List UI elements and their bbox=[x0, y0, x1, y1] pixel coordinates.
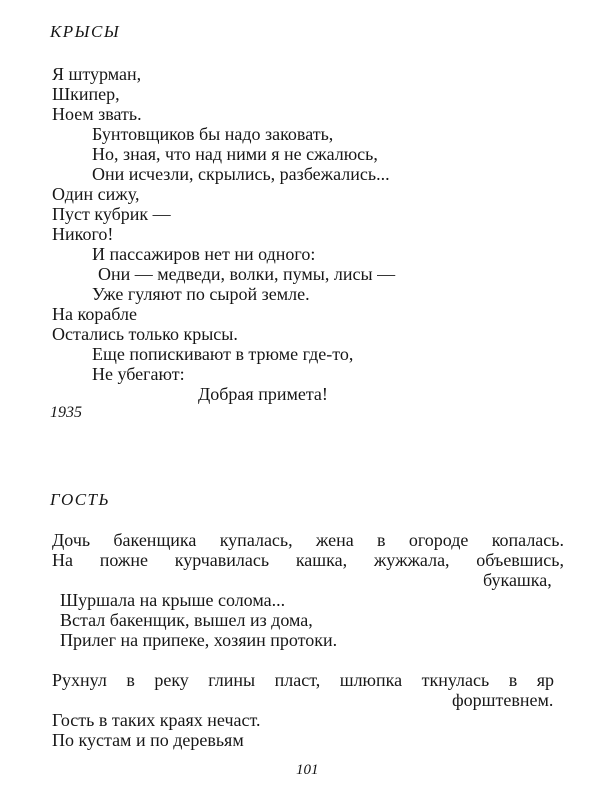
poem-line: На пожне курчавилась кашка, жужжала, объевшись, bbox=[52, 550, 564, 570]
poem-line: Не убегают: bbox=[92, 364, 185, 384]
poem-line: Ноем звать. bbox=[52, 104, 142, 124]
poem-line: Я штурман, bbox=[52, 64, 142, 84]
poem-line: форштевнем. bbox=[452, 690, 554, 710]
poem-line: Но, зная, что над ними я не сжалюсь, bbox=[92, 144, 378, 164]
poem-line: Прилег на припеке, хозяин протоки. bbox=[60, 630, 338, 650]
poem-line: Добрая примета! bbox=[198, 384, 328, 404]
poem-line: Шуршала на крыше солома... bbox=[60, 590, 286, 610]
poem-line: букашка, bbox=[483, 570, 552, 590]
poem-line: Они исчезли, скрылись, разбежались... bbox=[92, 164, 390, 184]
poem-line: Остались только крысы. bbox=[52, 324, 238, 344]
page-number: 101 bbox=[296, 762, 319, 778]
poem-line: Уже гуляют по сырой земле. bbox=[92, 284, 310, 304]
poem-year: 1935 bbox=[50, 404, 82, 421]
poem-line: Дочь бакенщика купалась, жена в огороде копалась. bbox=[52, 530, 564, 550]
poem-title-gost: ГОСТЬ bbox=[50, 490, 111, 509]
poem-line: Никого! bbox=[52, 224, 114, 244]
poem-line: На корабле bbox=[52, 304, 137, 324]
poem-line: Пуст кубрик — bbox=[52, 204, 171, 224]
poem-title-krysy: КРЫСЫ bbox=[50, 22, 121, 41]
poem-line: Шкипер, bbox=[52, 84, 120, 104]
poem-line: Встал бакенщик, вышел из дома, bbox=[60, 610, 313, 630]
poem-line: Один сижу, bbox=[52, 184, 140, 204]
poem-line: Они — медведи, волки, пумы, лисы — bbox=[98, 264, 396, 284]
poem-line: Бунтовщиков бы надо заковать, bbox=[92, 124, 334, 144]
poem-line: По кустам и по деревьям bbox=[52, 730, 244, 750]
poem-line: Еще попискивают в трюме где-то, bbox=[92, 344, 354, 364]
poem-line: Гость в таких краях нечаст. bbox=[52, 710, 261, 730]
poem-line: Рухнул в реку глины пласт, шлюпка ткнулась в яр bbox=[52, 670, 554, 690]
poem-line: И пассажиров нет ни одного: bbox=[92, 244, 316, 264]
